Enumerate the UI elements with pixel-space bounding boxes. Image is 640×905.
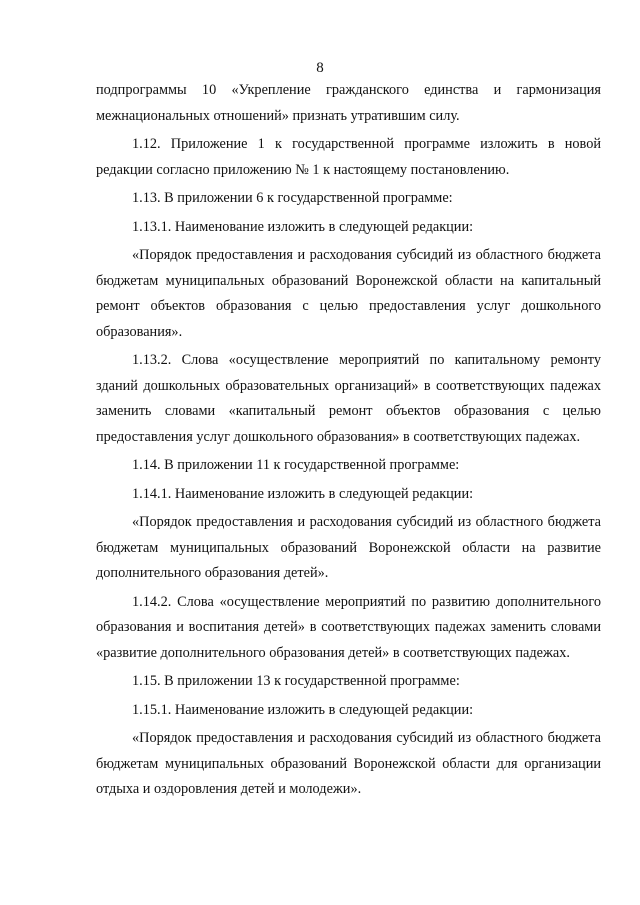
paragraph-1-15-1-quote: «Порядок предоставления и расходования субсидий из областного бюджета бюджетам муниципальных образований Воронежской области для организации отдыха и оздоровления детей и молодежи». [96,730,601,797]
paragraph-1-15-1: 1.15.1. Наименование изложить в следующей редакции: [132,701,474,718]
paragraph-1-14: 1.14. В приложении 11 к государственной программе: [132,457,460,473]
paragraph-1-13-2: 1.13.2. Слова «осуществление мероприятий по капитальному ремонту зданий дошкольных образовательных организаций» в соответствующих падежах заменить словами «капитальный ремонт объектов образования с целью предоставления услуг дошкольного образования» в соответствующих падежах. [96,352,601,445]
paragraph-1-13: 1.13. В приложении 6 к государственной программе: [132,190,453,206]
paragraph-1-12: 1.12. Приложение 1 к государственной программе изложить в новой редакции согласно приложению № 1 к настоящему постановлению. [96,136,601,178]
paragraph-1-14-2: 1.14.2. Слова «осуществление мероприятий по развитию дополнительного образования и воспитания детей» в соответствующих падежах заменить словами «развитие дополнительного образования детей» в соответствующих падежах. [96,593,601,661]
document-body [96,78,601,806]
page-number: 8 [316,60,324,76]
paragraph-1-15: 1.15. В приложении 13 к государственной программе: [132,673,460,689]
paragraph-1-13-1-quote: «Порядок предоставления и расходования субсидий из областного бюджета бюджетам муниципальных образований Воронежской области на капитальный ремонт объектов образования с целью предоставления услуг дошкольного образования». [96,247,601,340]
paragraph-subprogram-10-continuation: подпрограммы 10 «Укрепление гражданского единства и гармонизация межнациональных отношений» признать утратившим силу. [96,82,601,124]
paragraph-1-14-1-quote: «Порядок предоставления и расходования субсидий из областного бюджета бюджетам муниципальных образований Воронежской области на развитие дополнительного образования детей». [96,514,601,581]
paragraph-1-13-1: 1.13.1. Наименование изложить в следующей редакции: [132,218,474,235]
paragraph-1-14-1: 1.14.1. Наименование изложить в следующей редакции: [132,485,474,502]
